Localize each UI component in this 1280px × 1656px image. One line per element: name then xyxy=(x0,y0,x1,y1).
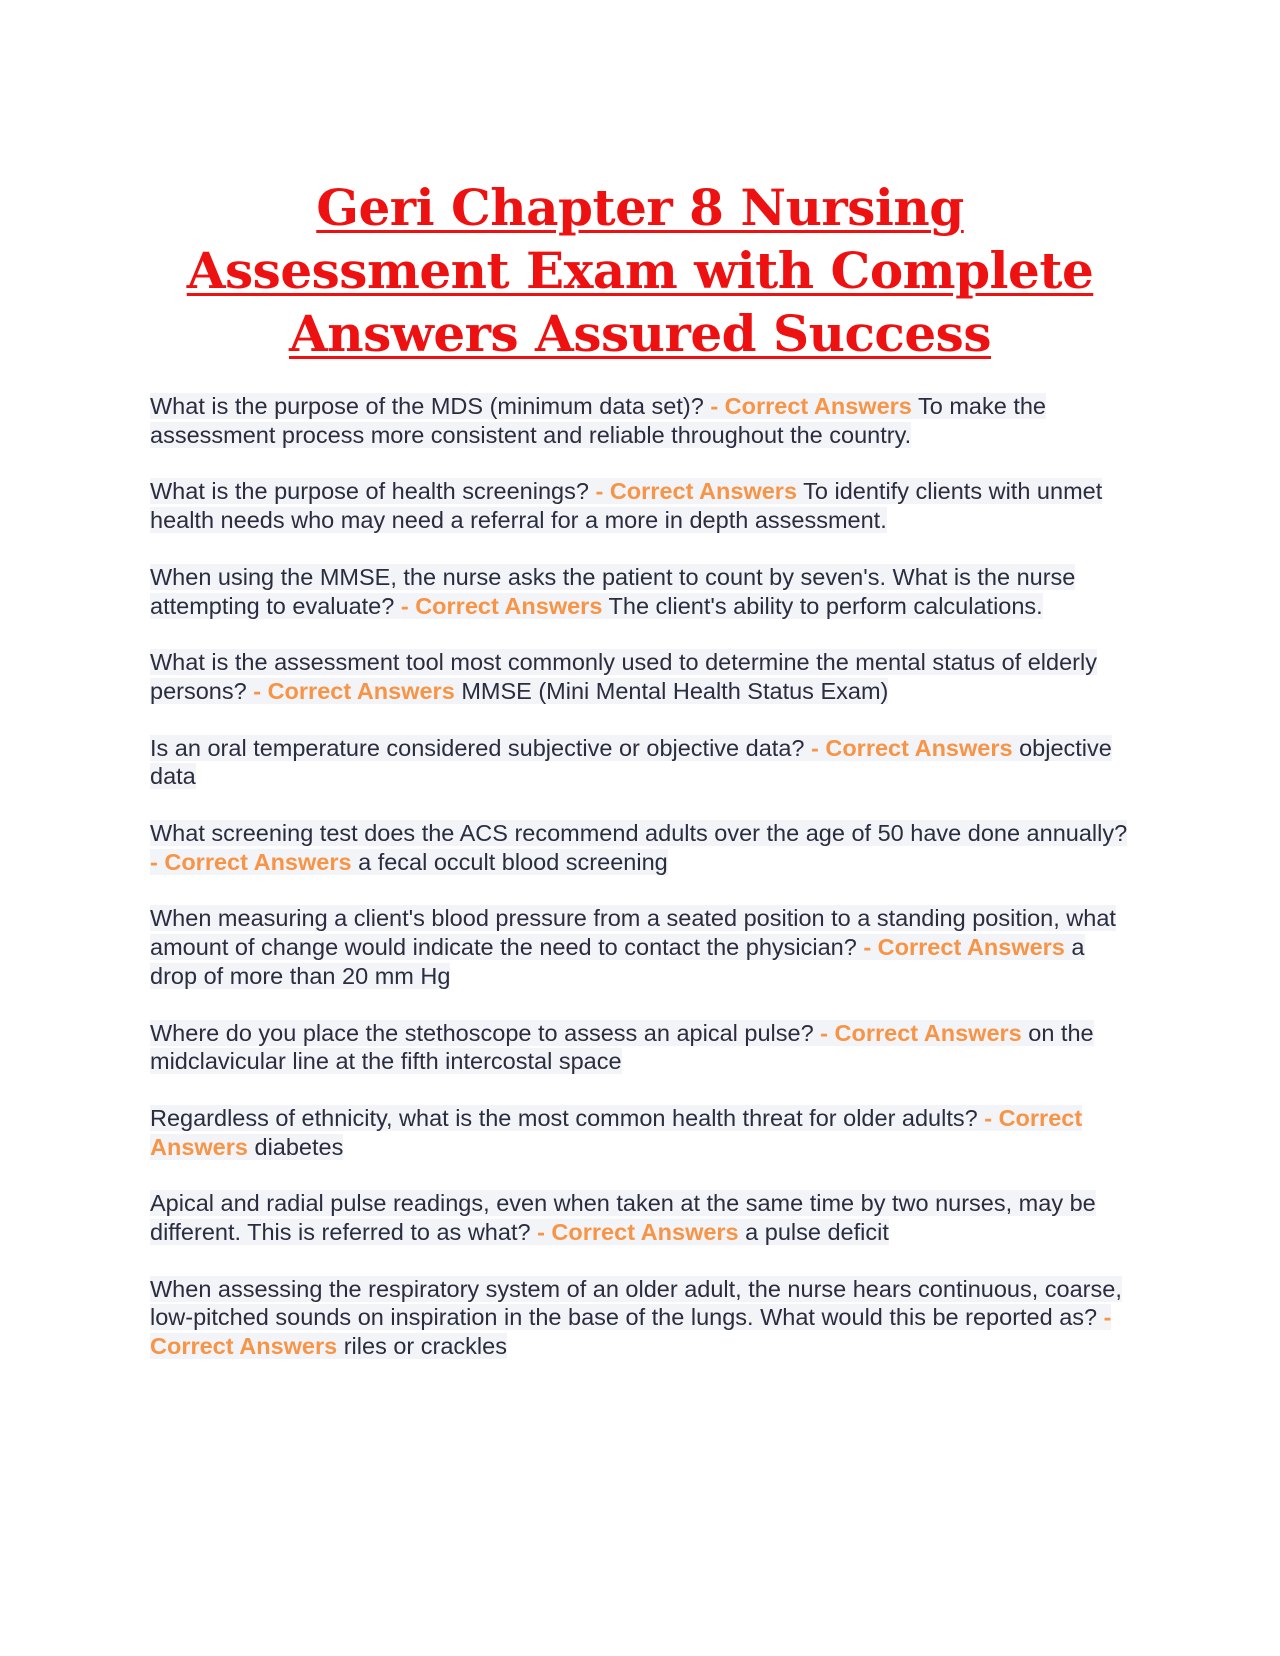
answer-text: To identify clients with unmet health needs who may need a referral for a more in depth assessment. xyxy=(150,478,1103,534)
question-text: What is the assessment tool most commonly used to determine the mental status of elderly persons? xyxy=(150,649,1097,704)
question-text: What is the purpose of health screenings? xyxy=(150,478,589,505)
qa-item xyxy=(150,819,1135,876)
qa-item xyxy=(150,1019,1135,1076)
correct-answers-label: - Correct Answers xyxy=(150,1104,1083,1160)
qa-item xyxy=(150,648,1135,705)
answer-text: on the midclavicular line at the fifth intercostal space xyxy=(150,1019,1094,1075)
correct-answers-label: - Correct Answers xyxy=(595,478,798,505)
answer-text: riles or crackles xyxy=(343,1333,507,1360)
correct-answers-label: - Correct Answers xyxy=(150,1304,1112,1360)
question-text: When measuring a client's blood pressure from a seated position to a standing position, what amount of change would indicate the need to contact the physician? xyxy=(150,905,1116,961)
qa-item xyxy=(150,904,1135,990)
qa-item xyxy=(150,392,1135,449)
qa-item xyxy=(150,477,1135,534)
answer-text: The client's ability to perform calculations. xyxy=(608,592,1043,619)
answer-text: a drop of more than 20 mm Hg xyxy=(150,934,1085,989)
qa-list xyxy=(150,392,1135,1389)
correct-answers-label: - Correct Answers xyxy=(710,393,912,419)
correct-answers-label: - Correct Answers xyxy=(811,734,1013,761)
qa-item xyxy=(150,1189,1135,1246)
answer-text: a fecal occult blood screening xyxy=(358,848,668,875)
answer-text: diabetes xyxy=(254,1133,344,1160)
qa-item xyxy=(150,563,1135,620)
question-text: Where do you place the stethoscope to assess an apical pulse? xyxy=(150,1019,814,1046)
answer-text: objective data xyxy=(150,734,1112,790)
question-text: Apical and radial pulse readings, even when taken at the same time by two nurses, may be different. This is referred to as what? xyxy=(150,1190,1096,1246)
answer-text: a pulse deficit xyxy=(745,1219,889,1246)
correct-answers-label: - Correct Answers xyxy=(400,592,603,619)
document-title: Geri Chapter 8 Nursing Assessment Exam with Complete Answers Assured Success xyxy=(186,178,1094,363)
correct-answers-label: - Correct Answers xyxy=(820,1019,1022,1046)
correct-answers-label: - Correct Answers xyxy=(253,677,455,704)
question-text: What screening test does the ACS recommend adults over the age of 50 have done annually? xyxy=(150,820,1128,847)
question-text: What is the purpose of the MDS (minimum data set)? xyxy=(150,393,704,419)
correct-answers-label: - Correct Answers xyxy=(150,848,352,875)
correct-answers-label: - Correct Answers xyxy=(537,1219,739,1246)
qa-item xyxy=(150,734,1135,791)
answer-text: To make the assessment process more consistent and reliable throughout the country. xyxy=(150,393,1046,448)
correct-answers-label: - Correct Answers xyxy=(863,934,1065,961)
answer-text: MMSE (Mini Mental Health Status Exam) xyxy=(461,677,889,704)
qa-item xyxy=(150,1104,1135,1161)
qa-item xyxy=(150,1275,1135,1361)
question-text: Regardless of ethnicity, what is the most common health threat for older adults? xyxy=(150,1104,978,1131)
question-text: When assessing the respiratory system of an older adult, the nurse hears continuous, coarse, low-pitched sounds on inspiration in the base of the lungs. What would this be reported as? xyxy=(150,1275,1122,1331)
question-text: When using the MMSE, the nurse asks the patient to count by seven's. What is the nurse attempting to evaluate? xyxy=(150,563,1076,619)
question-text: Is an oral temperature considered subjective or objective data? xyxy=(150,734,805,761)
